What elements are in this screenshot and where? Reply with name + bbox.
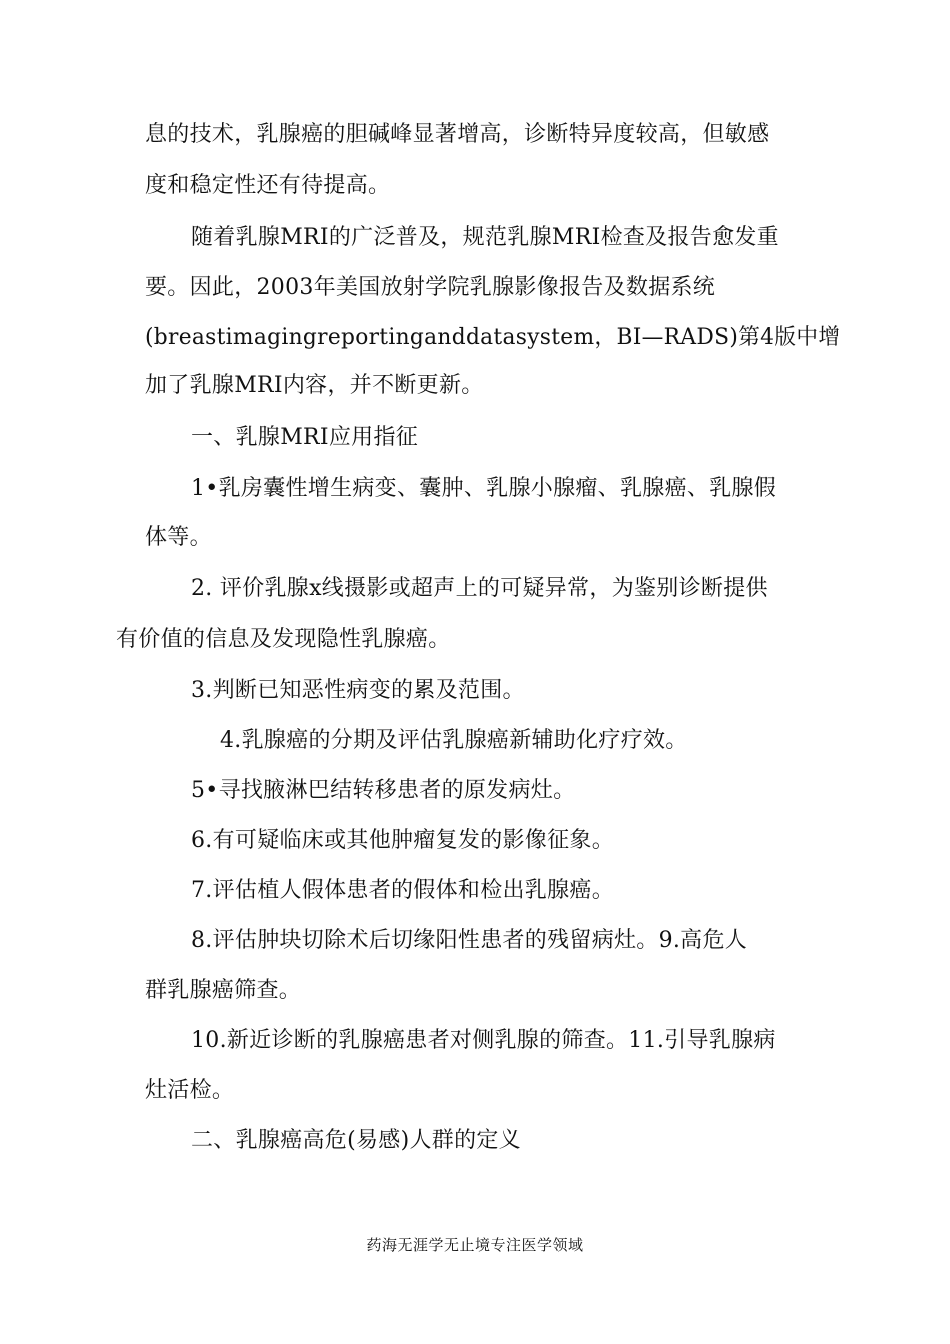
text-line: 加了乳腺MRI内容，并不断更新。 — [145, 373, 484, 398]
text-line: 要。因此，2003年美国放射学院乳腺影像报告及数据系统 — [145, 275, 716, 300]
list-item: 3.判断已知恶性病变的累及范围。 — [191, 678, 525, 703]
text-line: 度和稳定性还有待提高。 — [145, 173, 391, 198]
paragraph-start: 随着乳腺MRI的广泛普及，规范乳腺MRI检查及报告愈发重 — [191, 225, 779, 250]
section-heading: 二、乳腺癌高危(易感)人群的定义 — [191, 1128, 521, 1153]
text-line: 灶活检。 — [145, 1078, 235, 1103]
list-item: 5•寻找腋淋巴结转移患者的原发病灶。 — [191, 778, 576, 803]
list-item: 10.新近诊断的乳腺癌患者对侧乳腺的筛查。11.引导乳腺病 — [191, 1028, 776, 1053]
text-line: (breastimagingreportinganddatasystem，BI—RADS)第4版中增 — [145, 325, 841, 350]
text-line: 息的技术，乳腺癌的胆碱峰显著增高，诊断特异度较高，但敏感 — [145, 122, 770, 147]
list-item: 1•乳房囊性增生病变、囊肿、乳腺小腺瘤、乳腺癌、乳腺假 — [191, 476, 777, 501]
section-heading: 一、乳腺MRI应用指征 — [191, 425, 419, 450]
text-line: 群乳腺癌筛查。 — [145, 978, 302, 1003]
text-line: 体等。 — [145, 525, 212, 550]
list-item: 7.评估植人假体患者的假体和检出乳腺癌。 — [191, 878, 614, 903]
list-item: 8.评估肿块切除术后切缘阳性患者的残留病灶。9.高危人 — [191, 928, 748, 953]
list-item: 4.乳腺癌的分期及评估乳腺癌新辅助化疗疗效。 — [220, 728, 688, 753]
text-line: 有价值的信息及发现隐性乳腺癌。 — [116, 627, 451, 652]
page-footer: 药海无涯学无止境专注医学领域 — [366, 1236, 584, 1254]
list-item: 6.有可疑临床或其他肿瘤复发的影像征象。 — [191, 828, 614, 853]
list-item: 2. 评价乳腺x线摄影或超声上的可疑异常，为鉴别诊断提供 — [191, 576, 768, 601]
